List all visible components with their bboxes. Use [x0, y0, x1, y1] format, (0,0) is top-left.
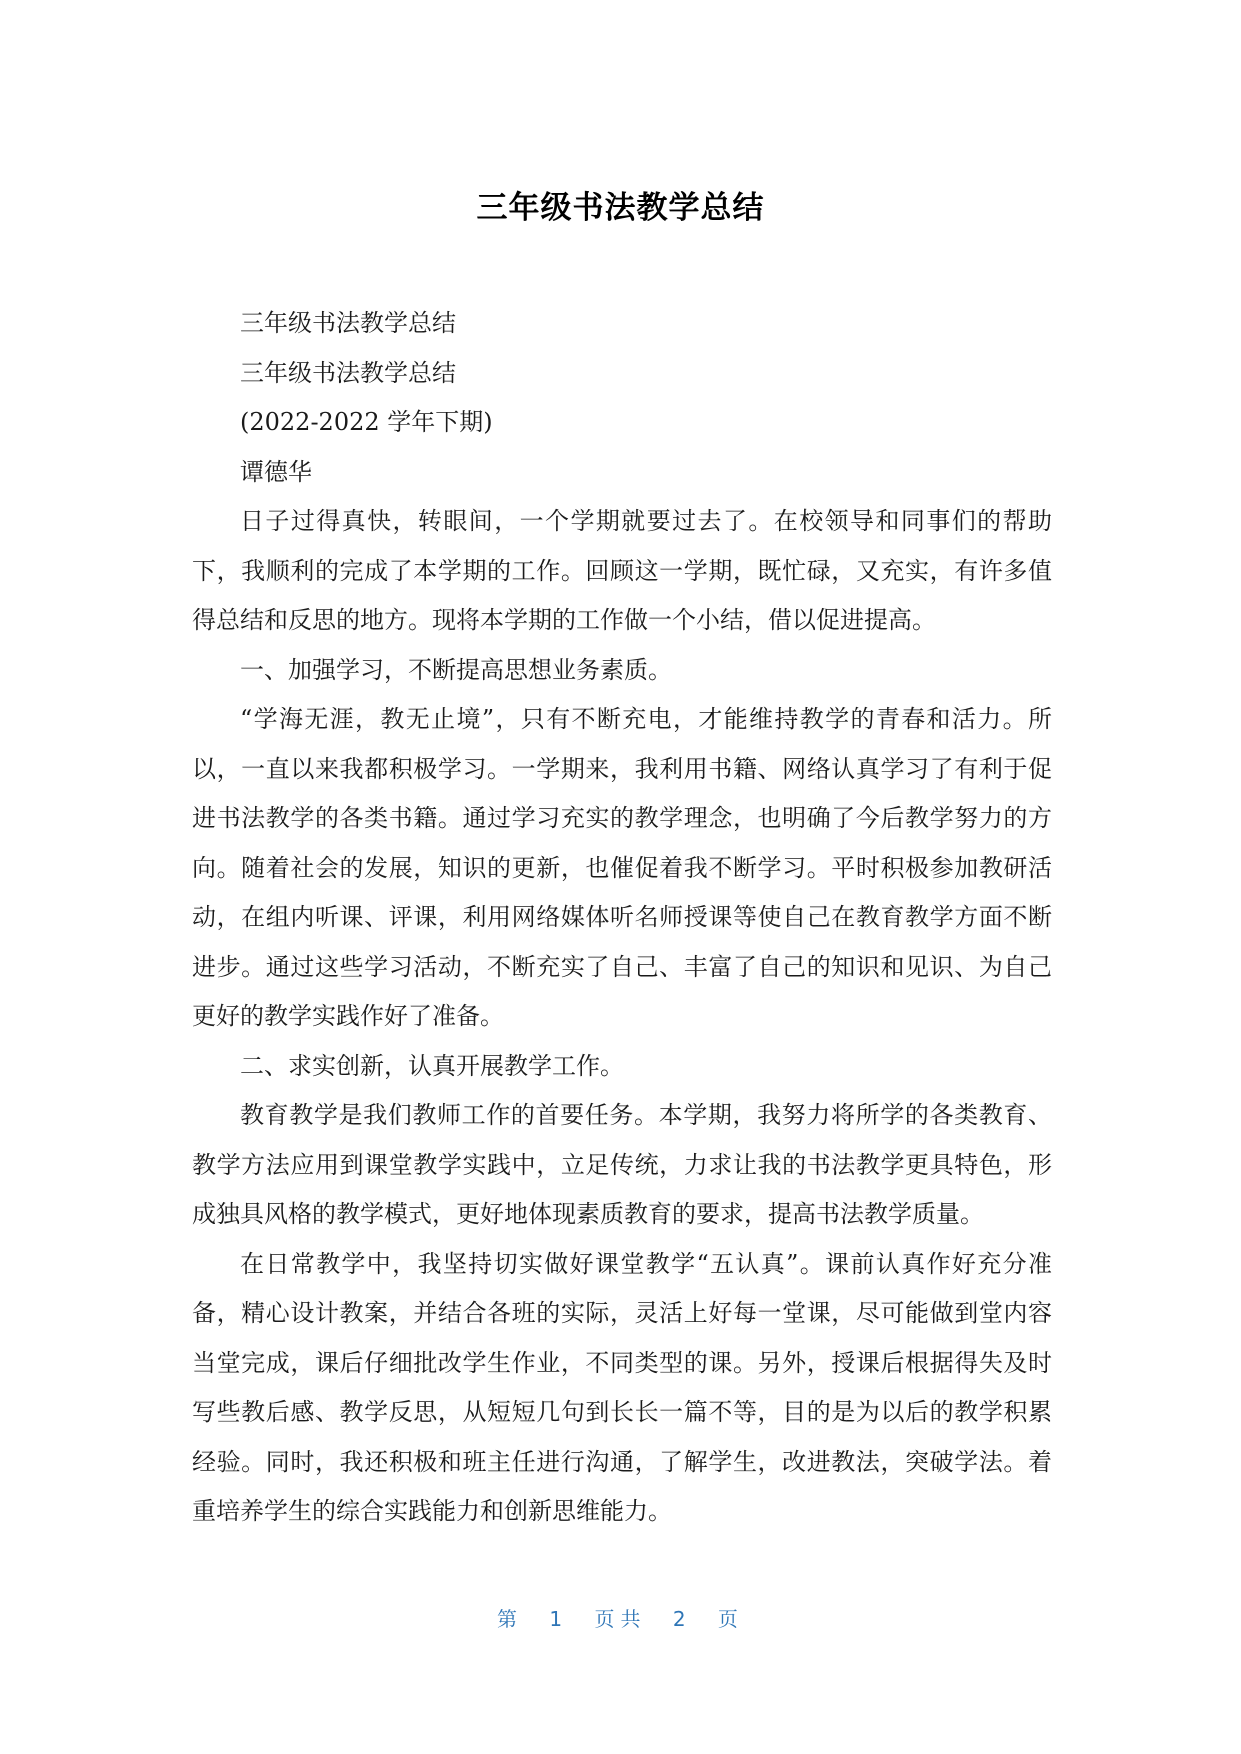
paragraph-subtitle-1: 三年级书法教学总结	[240, 309, 456, 337]
page-number-footer: 第 1 页共 2 页	[497, 1607, 744, 1631]
paragraph-term: (2022-2022 学年下期)	[240, 408, 493, 436]
paragraph-daily-teaching: 在日常教学中，我坚持切实做好课堂教学“五认真”。课前认真作好充分准备，精心设计教案，并结合各班的实际，灵活上好每一堂课，尽可能做到堂内容当堂完成，课后仔细批改学生作业，不同类型的课。另外，授课后根据得失及时写些教后感、教学反思，从短短几句到长长一篇不等，目的是为以后的教学积累经验。同时，我还积极和班主任进行沟通，了解学生，改进教法，突破学法。着重培养学生的综合实践能力和创新思维能力。	[192, 1249, 1052, 1525]
paragraph-author: 谭德华	[240, 457, 312, 486]
paragraph-subtitle-2: 三年级书法教学总结	[240, 358, 456, 387]
document-title: 三年级书法教学总结	[476, 190, 765, 226]
paragraph-intro: 日子过得真快，转眼间，一个学期就要过去了。在校领导和同事们的帮助下，我顺利的完成了本学期的工作。回顾这一学期，既忙碌，又充实，有许多值得总结和反思的地方。现将本学期的工作做一个小结，借以促进提高。	[192, 507, 1052, 634]
section-heading-2: 二、求实创新，认真开展教学工作。	[240, 1051, 624, 1080]
paragraph-teaching: 教育教学是我们教师工作的首要任务。本学期，我努力将所学的各类教育、教学方法应用到课堂教学实践中，立足传统，力求让我的书法教学更具特色，形成独具风格的教学模式，更好地体现素质教育的要求，提高书法教学质量。	[192, 1101, 1052, 1228]
section-heading-1: 一、加强学习，不断提高思想业务素质。	[240, 655, 672, 684]
document-body	[192, 299, 1052, 1537]
paragraph-learning: “学海无涯，教无止境”，只有不断充电，才能维持教学的青春和活力。所以，一直以来我都积极学习。一学期来，我利用书籍、网络认真学习了有利于促进书法教学的各类书籍。通过学习充实的教学理念，也明确了今后教学努力的方向。随着社会的发展，知识的更新，也催促着我不断学习。平时积极参加教研活动，在组内听课、评课，利用网络媒体听名师授课等使自己在教育教学方面不断进步。通过这些学习活动，不断充实了自己、丰富了自己的知识和见识、为自己更好的教学实践作好了准备。	[192, 705, 1052, 1030]
